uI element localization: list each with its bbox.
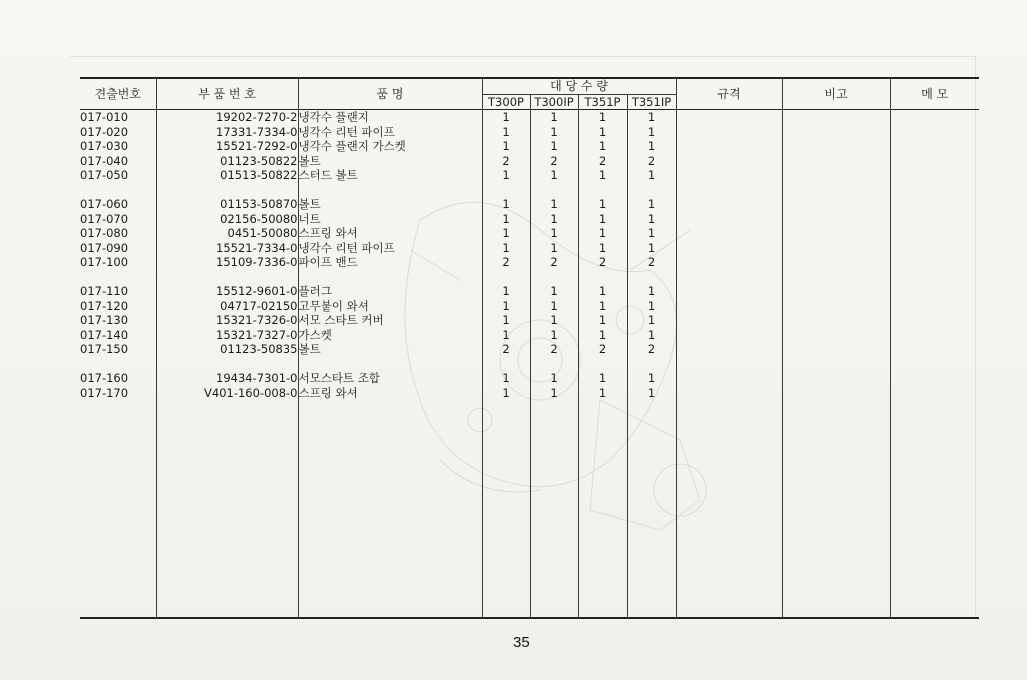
part-number-cell: 01123-50822 (156, 154, 298, 169)
quantity-cell: 1 (578, 197, 627, 212)
group-spacer-row (80, 183, 979, 198)
note-cell (782, 125, 890, 140)
quantity-cell: 1 (578, 371, 627, 386)
part-number-cell: 01513-50822 (156, 168, 298, 183)
spec-cell (676, 110, 782, 125)
quantity-cell: 1 (578, 125, 627, 140)
quantity-cell: 1 (627, 371, 676, 386)
quantity-cell: 1 (578, 226, 627, 241)
quantity-cell: 1 (530, 168, 578, 183)
part-name-cell: 냉각수 플랜지 (298, 110, 482, 125)
memo-cell (890, 313, 979, 328)
header-code: 견출번호 (80, 78, 156, 110)
quantity-cell: 1 (482, 125, 530, 140)
part-name-cell: 고무붙이 와셔 (298, 299, 482, 314)
empty-cell (156, 183, 298, 198)
empty-cell (156, 400, 298, 618)
empty-cell (530, 400, 578, 618)
empty-cell (890, 270, 979, 285)
spec-cell (676, 168, 782, 183)
table-row (80, 125, 979, 140)
quantity-cell: 1 (530, 386, 578, 401)
table-row (80, 284, 979, 299)
empty-cell (676, 183, 782, 198)
ref-code-cell: 017-060 (80, 197, 156, 212)
empty-cell (482, 357, 530, 372)
quantity-cell: 1 (627, 226, 676, 241)
empty-cell (676, 400, 782, 618)
spec-cell (676, 197, 782, 212)
header-model-t351p: T351P (578, 94, 627, 110)
memo-cell (890, 386, 979, 401)
table-blank-area (80, 400, 979, 618)
ref-code-cell: 017-030 (80, 139, 156, 154)
part-number-cell: 17331-7334-0 (156, 125, 298, 140)
note-cell (782, 197, 890, 212)
note-cell (782, 168, 890, 183)
table-row (80, 328, 979, 343)
header-part-number: 부 품 번 호 (156, 78, 298, 110)
bleed-through-footer (60, 626, 960, 656)
note-cell (782, 299, 890, 314)
quantity-cell: 1 (627, 299, 676, 314)
header-note: 비고 (782, 78, 890, 110)
empty-cell (627, 400, 676, 618)
part-name-cell: 서모 스타트 커버 (298, 313, 482, 328)
table-row (80, 154, 979, 169)
quantity-cell: 1 (530, 226, 578, 241)
part-number-cell: 15321-7326-0 (156, 313, 298, 328)
part-name-cell: 냉각수 리턴 파이프 (298, 125, 482, 140)
quantity-cell: 2 (627, 342, 676, 357)
note-cell (782, 154, 890, 169)
spec-cell (676, 255, 782, 270)
note-cell (782, 255, 890, 270)
quantity-cell: 2 (482, 154, 530, 169)
spec-cell (676, 299, 782, 314)
quantity-cell: 1 (482, 139, 530, 154)
note-cell (782, 386, 890, 401)
quantity-cell: 2 (627, 255, 676, 270)
empty-cell (782, 400, 890, 618)
memo-cell (890, 241, 979, 256)
table-row (80, 386, 979, 401)
table-row (80, 212, 979, 227)
part-number-cell: 0451-50080 (156, 226, 298, 241)
quantity-cell: 1 (482, 212, 530, 227)
empty-cell (80, 400, 156, 618)
parts-table-body (80, 110, 979, 619)
empty-cell (298, 270, 482, 285)
page-number: 35 (513, 634, 530, 651)
table-row (80, 371, 979, 386)
spec-cell (676, 371, 782, 386)
quantity-cell: 1 (530, 110, 578, 125)
note-cell (782, 226, 890, 241)
memo-cell (890, 299, 979, 314)
quantity-cell: 2 (627, 154, 676, 169)
header-spec: 규격 (676, 78, 782, 110)
part-number-cell: 15521-7292-0 (156, 139, 298, 154)
memo-cell (890, 212, 979, 227)
spec-cell (676, 328, 782, 343)
ref-code-cell: 017-160 (80, 371, 156, 386)
empty-cell (156, 357, 298, 372)
part-name-cell: 스터드 볼트 (298, 168, 482, 183)
quantity-cell: 1 (627, 168, 676, 183)
quantity-cell: 2 (530, 342, 578, 357)
ref-code-cell: 017-150 (80, 342, 156, 357)
empty-cell (627, 270, 676, 285)
empty-cell (482, 183, 530, 198)
empty-cell (80, 183, 156, 198)
spec-cell (676, 241, 782, 256)
note-cell (782, 212, 890, 227)
quantity-cell: 1 (530, 371, 578, 386)
empty-cell (298, 357, 482, 372)
ref-code-cell: 017-170 (80, 386, 156, 401)
header-model-t300ip: T300IP (530, 94, 578, 110)
quantity-cell: 1 (530, 328, 578, 343)
ref-code-cell: 017-020 (80, 125, 156, 140)
memo-cell (890, 139, 979, 154)
quantity-cell: 1 (530, 197, 578, 212)
part-name-cell: 냉각수 리턴 파이프 (298, 241, 482, 256)
empty-cell (530, 357, 578, 372)
empty-cell (890, 183, 979, 198)
empty-cell (578, 270, 627, 285)
empty-cell (578, 400, 627, 618)
empty-cell (890, 400, 979, 618)
spec-cell (676, 212, 782, 227)
quantity-cell: 1 (530, 241, 578, 256)
part-number-cell: 15512-9601-0 (156, 284, 298, 299)
empty-cell (676, 270, 782, 285)
quantity-cell: 1 (530, 125, 578, 140)
table-row (80, 168, 979, 183)
note-cell (782, 342, 890, 357)
ref-code-cell: 017-130 (80, 313, 156, 328)
part-name-cell: 가스켓 (298, 328, 482, 343)
ref-code-cell: 017-120 (80, 299, 156, 314)
quantity-cell: 1 (627, 110, 676, 125)
quantity-cell: 1 (482, 284, 530, 299)
quantity-cell: 1 (530, 313, 578, 328)
part-number-cell: 15521-7334-0 (156, 241, 298, 256)
table-row (80, 313, 979, 328)
quantity-cell: 1 (578, 139, 627, 154)
empty-cell (627, 357, 676, 372)
ref-code-cell: 017-100 (80, 255, 156, 270)
empty-cell (782, 357, 890, 372)
parts-table (80, 77, 979, 619)
note-cell (782, 110, 890, 125)
part-name-cell: 냉각수 플랜지 가스켓 (298, 139, 482, 154)
quantity-cell: 1 (578, 212, 627, 227)
quantity-cell: 2 (530, 255, 578, 270)
quantity-cell: 1 (482, 386, 530, 401)
quantity-cell: 1 (627, 125, 676, 140)
empty-cell (578, 183, 627, 198)
quantity-cell: 2 (578, 342, 627, 357)
spec-cell (676, 139, 782, 154)
empty-cell (156, 270, 298, 285)
note-cell (782, 139, 890, 154)
quantity-cell: 1 (627, 212, 676, 227)
ref-code-cell: 017-080 (80, 226, 156, 241)
ref-code-cell: 017-110 (80, 284, 156, 299)
part-number-cell: 01153-50870 (156, 197, 298, 212)
part-name-cell: 볼트 (298, 197, 482, 212)
part-number-cell: 19202-7270-2 (156, 110, 298, 125)
part-name-cell: 스프링 와셔 (298, 386, 482, 401)
header-quantity-group: 대 당 수 량 (482, 78, 676, 94)
empty-cell (530, 183, 578, 198)
empty-cell (298, 183, 482, 198)
memo-cell (890, 197, 979, 212)
note-cell (782, 241, 890, 256)
part-number-cell: 15321-7327-0 (156, 328, 298, 343)
memo-cell (890, 226, 979, 241)
table-row (80, 110, 979, 125)
header-model-t351ip: T351IP (627, 94, 676, 110)
part-number-cell: 02156-50080 (156, 212, 298, 227)
quantity-cell: 1 (578, 110, 627, 125)
ref-code-cell: 017-010 (80, 110, 156, 125)
quantity-cell: 2 (530, 154, 578, 169)
quantity-cell: 1 (627, 139, 676, 154)
quantity-cell: 2 (482, 342, 530, 357)
memo-cell (890, 284, 979, 299)
part-number-cell: 01123-50835 (156, 342, 298, 357)
empty-cell (782, 183, 890, 198)
quantity-cell: 1 (530, 299, 578, 314)
quantity-cell: 1 (578, 241, 627, 256)
quantity-cell: 1 (627, 284, 676, 299)
quantity-cell: 1 (530, 212, 578, 227)
ref-code-cell: 017-140 (80, 328, 156, 343)
memo-cell (890, 125, 979, 140)
quantity-cell: 1 (578, 313, 627, 328)
quantity-cell: 1 (627, 386, 676, 401)
empty-cell (298, 400, 482, 618)
part-name-cell: 볼트 (298, 342, 482, 357)
quantity-cell: 1 (627, 328, 676, 343)
note-cell (782, 313, 890, 328)
empty-cell (482, 400, 530, 618)
quantity-cell: 1 (578, 284, 627, 299)
header-part-name: 품 명 (298, 78, 482, 110)
part-name-cell: 파이프 밴드 (298, 255, 482, 270)
note-cell (782, 371, 890, 386)
part-number-cell: 04717-02150 (156, 299, 298, 314)
memo-cell (890, 154, 979, 169)
quantity-cell: 1 (482, 299, 530, 314)
part-name-cell: 볼트 (298, 154, 482, 169)
quantity-cell: 1 (627, 241, 676, 256)
quantity-cell: 1 (530, 284, 578, 299)
ref-code-cell: 017-050 (80, 168, 156, 183)
table-row (80, 197, 979, 212)
quantity-cell: 1 (578, 386, 627, 401)
memo-cell (890, 168, 979, 183)
quantity-cell: 1 (627, 197, 676, 212)
part-number-cell: V401-160-008-0 (156, 386, 298, 401)
part-name-cell: 플러그 (298, 284, 482, 299)
quantity-cell: 1 (578, 299, 627, 314)
memo-cell (890, 328, 979, 343)
quantity-cell: 1 (482, 241, 530, 256)
quantity-cell: 1 (627, 313, 676, 328)
group-spacer-row (80, 270, 979, 285)
memo-cell (890, 110, 979, 125)
empty-cell (676, 357, 782, 372)
quantity-cell: 2 (578, 154, 627, 169)
table-row (80, 139, 979, 154)
memo-cell (890, 371, 979, 386)
memo-cell (890, 255, 979, 270)
spec-cell (676, 386, 782, 401)
spec-cell (676, 342, 782, 357)
spec-cell (676, 154, 782, 169)
empty-cell (890, 357, 979, 372)
table-row (80, 226, 979, 241)
header-memo: 메 모 (890, 78, 979, 110)
quantity-cell: 1 (578, 168, 627, 183)
empty-cell (80, 357, 156, 372)
quantity-cell: 1 (482, 328, 530, 343)
part-name-cell: 스프링 와셔 (298, 226, 482, 241)
memo-cell (890, 342, 979, 357)
ref-code-cell: 017-040 (80, 154, 156, 169)
spec-cell (676, 313, 782, 328)
table-row (80, 241, 979, 256)
note-cell (782, 328, 890, 343)
part-number-cell: 19434-7301-0 (156, 371, 298, 386)
spec-cell (676, 125, 782, 140)
quantity-cell: 1 (482, 197, 530, 212)
part-name-cell: 너트 (298, 212, 482, 227)
header-model-t300p: T300P (482, 94, 530, 110)
table-row (80, 255, 979, 270)
quantity-cell: 1 (482, 226, 530, 241)
quantity-cell: 2 (482, 255, 530, 270)
part-number-cell: 15109-7336-0 (156, 255, 298, 270)
empty-cell (782, 270, 890, 285)
empty-cell (530, 270, 578, 285)
table-row (80, 299, 979, 314)
quantity-cell: 2 (578, 255, 627, 270)
spec-cell (676, 226, 782, 241)
spec-cell (676, 284, 782, 299)
part-name-cell: 서모스타트 조합 (298, 371, 482, 386)
table-row (80, 342, 979, 357)
group-spacer-row (80, 357, 979, 372)
quantity-cell: 1 (482, 313, 530, 328)
bleed-through-line (70, 56, 976, 57)
quantity-cell: 1 (482, 110, 530, 125)
quantity-cell: 1 (482, 168, 530, 183)
empty-cell (578, 357, 627, 372)
empty-cell (80, 270, 156, 285)
empty-cell (627, 183, 676, 198)
empty-cell (482, 270, 530, 285)
note-cell (782, 284, 890, 299)
ref-code-cell: 017-070 (80, 212, 156, 227)
quantity-cell: 1 (530, 139, 578, 154)
ref-code-cell: 017-090 (80, 241, 156, 256)
quantity-cell: 1 (578, 328, 627, 343)
quantity-cell: 1 (482, 371, 530, 386)
